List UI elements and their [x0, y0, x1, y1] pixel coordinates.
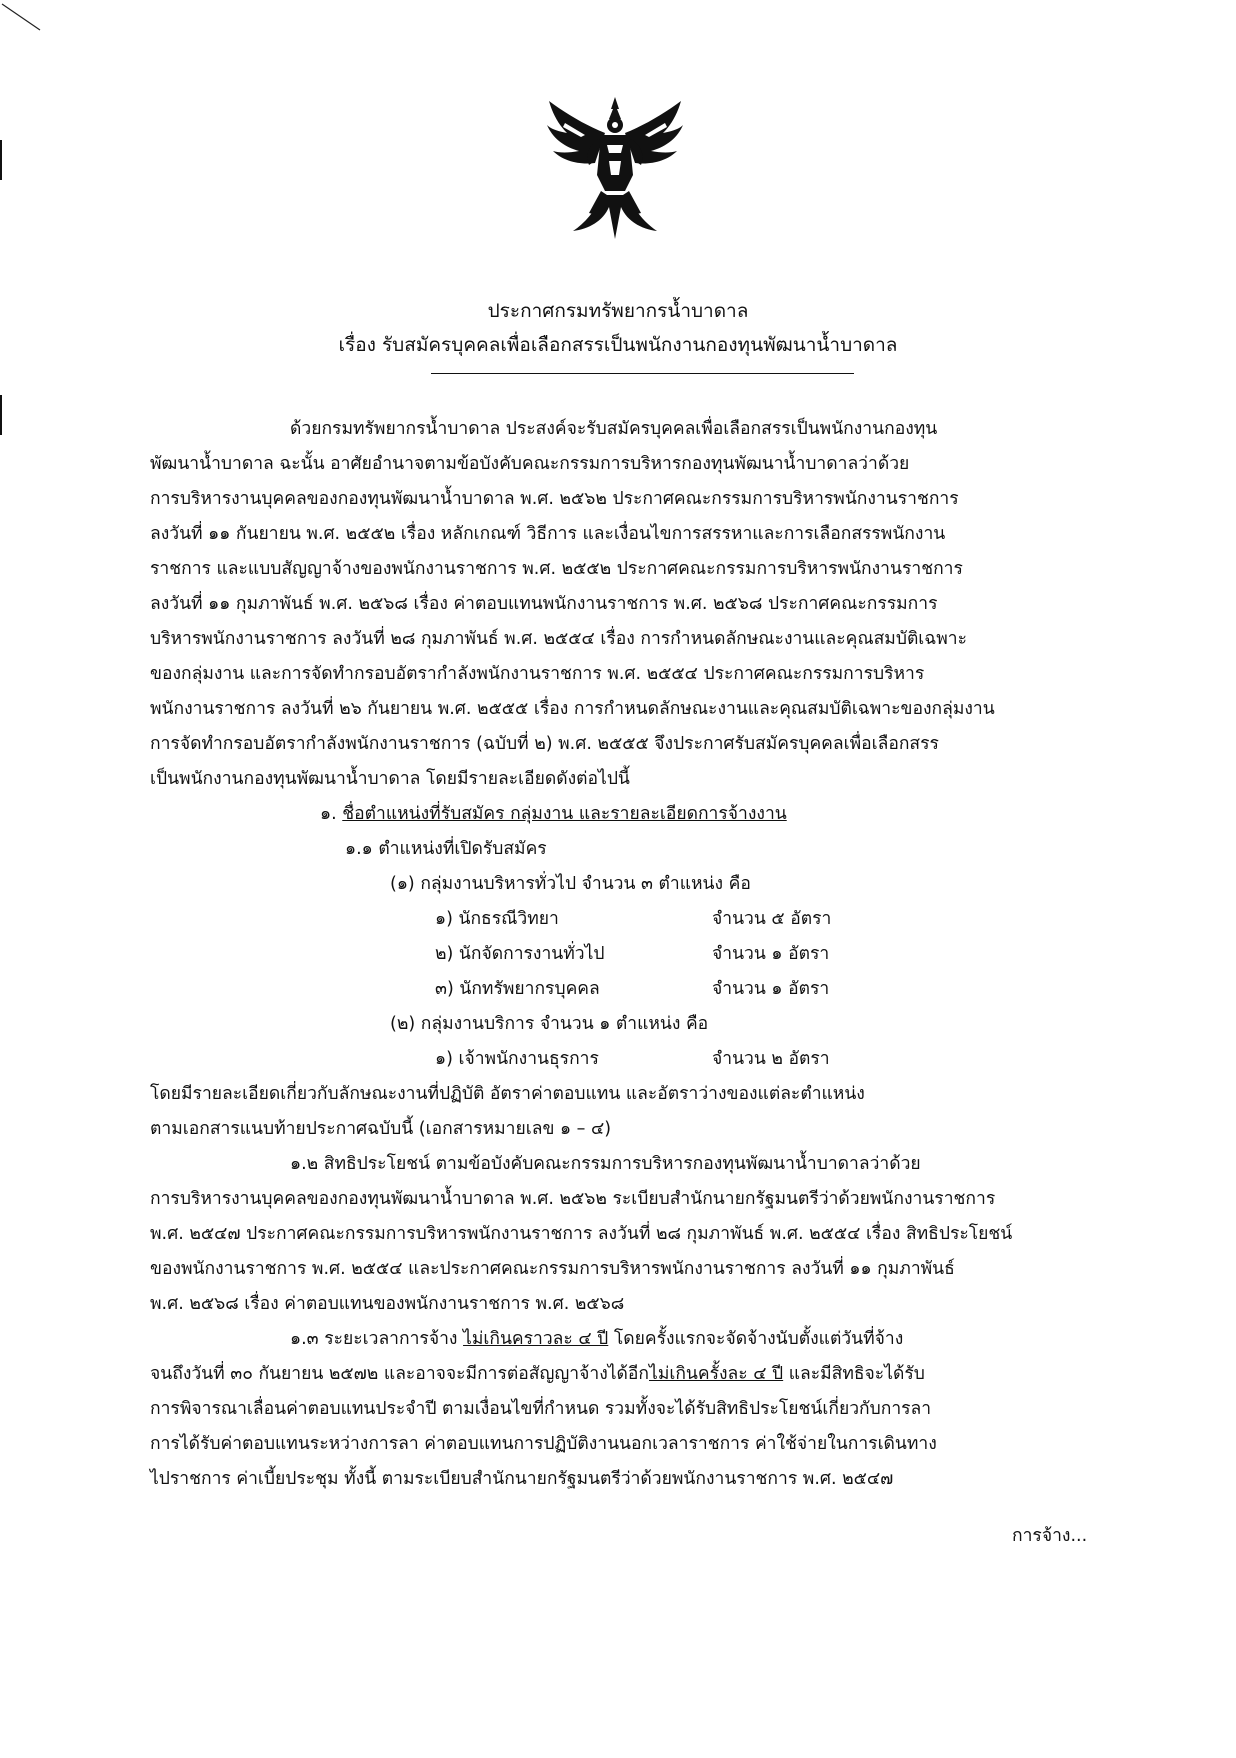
position-count: จำนวน ๑ อัตรา: [712, 944, 830, 964]
scan-edge-mark: [0, 140, 2, 180]
subsection-1-3-line: ไปราชการ ค่าเบี้ยประชุม ทั้งนี้ ตามระเบียบสำนักนายกรัฐมนตรีว่าด้วยพนักงานราชการ พ.ศ. ๒๕๔๗: [150, 1469, 894, 1489]
announcement-title: ประกาศกรมทรัพยากรน้ำบาดาล: [487, 300, 749, 322]
subsection-1-1-title: ๑.๑ ตำแหน่งที่เปิดรับสมัคร: [345, 839, 547, 859]
intro-line: ลงวันที่ ๑๑ กันยายน พ.ศ. ๒๕๕๒ เรื่อง หลักเกณฑ์ วิธีการ และเงื่อนไขการสรรหาและการเลือกสรรพนักงาน: [150, 524, 946, 544]
details-line: โดยมีรายละเอียดเกี่ยวกับลักษณะงานที่ปฏิบัติ อัตราค่าตอบแทน และอัตราว่างของแต่ละตำแหน่ง: [150, 1084, 865, 1104]
contract-extension-text: จนถึงวันที่ ๓๐ กันยายน ๒๕๗๒ และอาจจะมีการต่อสัญญาจ้างได้อีก: [150, 1364, 650, 1384]
section-1-heading: [320, 800, 787, 828]
details-line: ตามเอกสารแนบท้ายประกาศฉบับนี้ (เอกสารหมายเลข ๑ – ๔): [150, 1119, 612, 1139]
subsection-1-3-line: [290, 1325, 903, 1353]
announcement-subject: เรื่อง รับสมัครบุคคลเพื่อเลือกสรรเป็นพนักงานกองทุนพัฒนาน้ำบาดาล: [338, 334, 898, 356]
intro-line: การบริหารงานบุคคลของกองทุนพัฒนาน้ำบาดาล พ.ศ. ๒๕๖๒ ประกาศคณะกรรมการบริหารพนักงานราชการ: [150, 489, 959, 509]
position-name: ๑) นักธรณีวิทยา: [435, 909, 559, 929]
position-count: จำนวน ๑ อัตรา: [712, 979, 830, 999]
employment-period-label: ๑.๓ ระยะเวลาการจ้าง: [290, 1329, 464, 1349]
intro-line: เป็นพนักงานกองทุนพัฒนาน้ำบาดาล โดยมีรายละเอียดดังต่อไปนี้: [150, 769, 630, 789]
position-count: จำนวน ๕ อัตรา: [712, 909, 832, 929]
intro-line: ของกลุ่มงาน และการจัดทำกรอบอัตรากำลังพนักงานราชการ พ.ศ. ๒๕๕๔ ประกาศคณะกรรมการบริหาร: [150, 664, 925, 684]
title-divider: [431, 373, 854, 374]
subsection-1-2-line: ๑.๒ สิทธิประโยชน์ ตามข้อบังคับคณะกรรมการบริหารกองทุนพัฒนาน้ำบาดาลว่าด้วย: [290, 1154, 921, 1174]
contract-extension-limit: ไม่เกินครั้งละ ๔ ปี: [649, 1364, 784, 1384]
subsection-1-2-line: พ.ศ. ๒๕๔๗ ประกาศคณะกรรมการบริหารพนักงานราชการ ลงวันที่ ๒๘ กุมภาพันธ์ พ.ศ. ๒๕๕๔ เรื่อง สิทธิประโยชน์: [150, 1224, 1013, 1244]
scan-corner-mark: [0, 0, 60, 40]
position-name: ๑) เจ้าพนักงานธุรการ: [435, 1049, 599, 1069]
intro-line: การจัดทำกรอบอัตรากำลังพนักงานราชการ (ฉบับที่ ๒) พ.ศ. ๒๕๕๕ จึงประกาศรับสมัครบุคคลเพื่อเลือกสรร: [150, 734, 939, 754]
subsection-1-2-line: ของพนักงานราชการ พ.ศ. ๒๕๕๔ และประกาศคณะกรรมการบริหารพนักงานราชการ ลงวันที่ ๑๑ กุมภาพันธ์: [150, 1259, 955, 1279]
position-count: จำนวน ๒ อัตรา: [712, 1049, 830, 1069]
group-1-title: (๑) กลุ่มงานบริหารทั่วไป จำนวน ๓ ตำแหน่ง คือ: [390, 874, 751, 894]
employment-period-text: โดยครั้งแรกจะจัดจ้างนับตั้งแต่วันที่จ้าง: [608, 1329, 904, 1349]
intro-line: พัฒนาน้ำบาดาล ฉะนั้น อาศัยอำนาจตามข้อบังคับคณะกรรมการบริหารกองทุนพัฒนาน้ำบาดาลว่าด้วย: [150, 454, 910, 474]
contract-extension-rights: และมีสิทธิจะได้รับ: [783, 1364, 925, 1384]
scan-edge-mark: [0, 395, 2, 435]
intro-line: ด้วยกรมทรัพยากรน้ำบาดาล ประสงค์จะรับสมัครบุคคลเพื่อเลือกสรรเป็นพนักงานกองทุน: [290, 419, 938, 439]
employment-term-limit: ไม่เกินคราวละ ๔ ปี: [463, 1329, 609, 1349]
section-1-number: ๑.: [320, 804, 337, 824]
position-name: ๓) นักทรัพยากรบุคคล: [435, 979, 600, 999]
garuda-emblem: [545, 95, 685, 243]
subsection-1-3-line: การพิจารณาเลื่อนค่าตอบแทนประจำปี ตามเงื่อนไขที่กำหนด รวมทั้งจะได้รับสิทธิประโยชน์เกี่ยวกับการลา: [150, 1399, 932, 1419]
subsection-1-2-line: การบริหารงานบุคคลของกองทุนพัฒนาน้ำบาดาล พ.ศ. ๒๕๖๒ ระเบียบสำนักนายกรัฐมนตรีว่าด้วยพนักงานราชการ: [150, 1189, 996, 1209]
intro-line: ลงวันที่ ๑๑ กุมภาพันธ์ พ.ศ. ๒๕๖๘ เรื่อง ค่าตอบแทนพนักงานราชการ พ.ศ. ๒๕๖๘ ประกาศคณะกรรมการ: [150, 594, 938, 614]
intro-line: บริหารพนักงานราชการ ลงวันที่ ๒๘ กุมภาพันธ์ พ.ศ. ๒๕๕๔ เรื่อง การกำหนดลักษณะงานและคุณสมบัติเฉพาะ: [150, 629, 967, 649]
section-1-title: ชื่อตำแหน่งที่รับสมัคร กลุ่มงาน และรายละเอียดการจ้างงาน: [342, 804, 787, 824]
page-continuation: การจ้าง...: [1012, 1526, 1088, 1546]
subsection-1-2-line: พ.ศ. ๒๕๖๘ เรื่อง ค่าตอบแทนของพนักงานราชการ พ.ศ. ๒๕๖๘: [150, 1294, 625, 1314]
subsection-1-3-line: [150, 1360, 925, 1388]
position-name: ๒) นักจัดการงานทั่วไป: [435, 944, 605, 964]
subsection-1-3-line: การได้รับค่าตอบแทนระหว่างการลา ค่าตอบแทนการปฏิบัติงานนอกเวลาราชการ ค่าใช้จ่ายในการเดินทาง: [150, 1434, 937, 1454]
group-2-title: (๒) กลุ่มงานบริการ จำนวน ๑ ตำแหน่ง คือ: [390, 1014, 709, 1034]
intro-line: ราชการ และแบบสัญญาจ้างของพนักงานราชการ พ.ศ. ๒๕๕๒ ประกาศคณะกรรมการบริหารพนักงานราชการ: [150, 559, 963, 579]
intro-line: พนักงานราชการ ลงวันที่ ๒๖ กันยายน พ.ศ. ๒๕๕๕ เรื่อง การกำหนดลักษณะงานและคุณสมบัติเฉพาะของกลุ่มงาน: [150, 699, 995, 719]
